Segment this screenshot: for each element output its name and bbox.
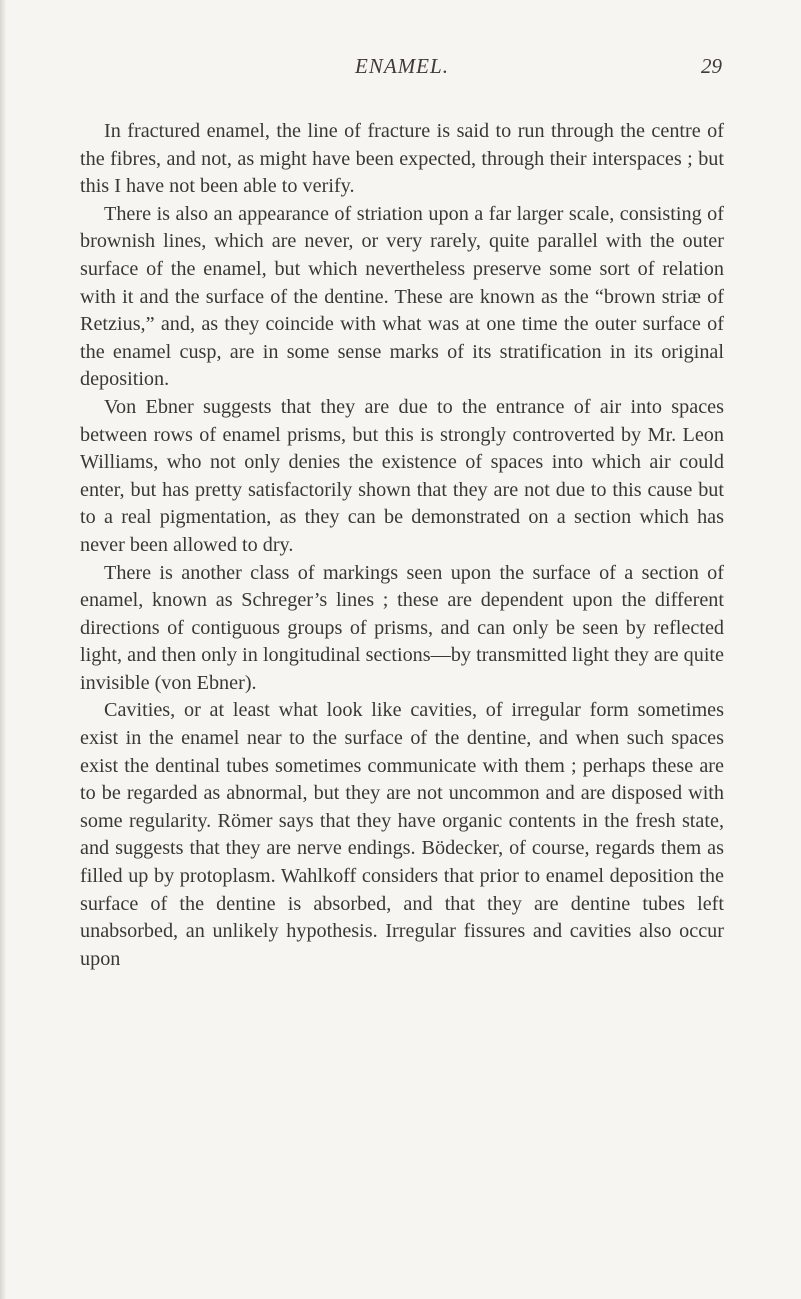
body-text <box>80 118 724 973</box>
page-number: 29 <box>701 54 722 78</box>
page-edge-shadow <box>0 0 6 1299</box>
running-head <box>82 54 722 84</box>
paragraph: There is also an appearance of striation upon a far larger scale, consisting of brownish lines, which are never, or very rarely, quite parallel with the outer surface of the enamel, but which nevertheless preserve some sort of relation with it and the surface of the dentine. These are known as the “brown striæ of Retzius,” and, as they coincide with what was at one time the outer surface of the enamel cusp, are in some sense marks of its stratification in its original deposition. <box>80 202 724 391</box>
paragraph: In fractured enamel, the line of fracture is said to run through the centre of the fibres, and not, as might have been expected, through their interspaces ; but this I have not been able to verify. <box>80 120 724 198</box>
paragraph: There is another class of markings seen upon the surface of a section of enamel, known as Schreger’s lines ; these are dependent upon the different directions of contiguous groups of prisms, and can only be seen by reflected light, and then only in longitudinal sections—by transmitted light they are quite invisible (von Ebner). <box>80 561 724 694</box>
running-title: ENAMEL. <box>355 54 449 78</box>
paragraph: Cavities, or at least what look like cavities, of irregular form sometimes exist in the enamel near to the surface of the dentine, and when such spaces exist the dentinal tubes sometimes communicate with them ; perhaps these are to be regarded as abnormal, but they are not uncommon and are disposed with some regularity. Römer says that they have organic contents in the fresh state, and suggests that they are nerve endings. Bödecker, of course, regards them as filled up by protoplasm. Wahlkoff considers that prior to enamel deposition the surface of the dentine is absorbed, and that they are dentine tubes left unabsorbed, an unlikely hypothesis. Irregular fissures and cavities also occur upon <box>80 699 724 970</box>
paragraph: Von Ebner suggests that they are due to the entrance of air into spaces between rows of enamel prisms, but this is strongly controverted by Mr. Leon Williams, who not only denies the existence of spaces into which air could enter, but has pretty satisfactorily shown that they are not due to this cause but to a real pigmentation, as they can be demonstrated on a section which has never been allowed to dry. <box>80 395 724 556</box>
